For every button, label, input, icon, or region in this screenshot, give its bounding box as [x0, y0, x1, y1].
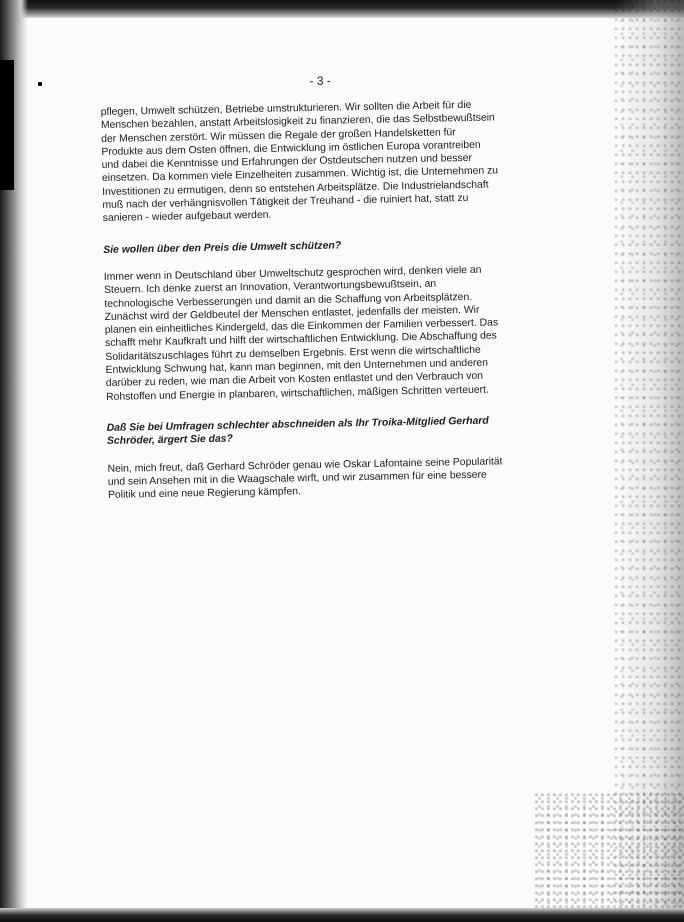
text-line: einsetzen. Da kommen viele Einzelheiten zusammen. Wichtig ist, die Unternehmen zu	[101, 165, 499, 185]
scan-binding-shadow	[0, 60, 14, 190]
text-line: Immer wenn in Deutschland über Umweltschutz gesprochen wird, denken viele an	[103, 264, 482, 283]
text-line: der Menschen zerstört. Wir müssen die Regale der großen Handelsketten für	[101, 126, 456, 145]
scan-speck	[38, 82, 42, 86]
body-paragraph	[104, 263, 526, 404]
text-line: technologische Verbesserungen und damit an die Schaffung von Arbeitsplätzen.	[104, 291, 473, 310]
text-line: Investitionen zu ermutigen, denn so entstehen Arbeitsplätze. Die Industrielandschaft	[102, 179, 489, 198]
document-body	[100, 70, 528, 520]
interview-question	[103, 236, 523, 257]
text-line: Sie wollen über den Preis die Umwelt schützen?	[103, 240, 342, 256]
scan-edge-top	[0, 0, 684, 18]
text-line: und dabei die Kenntnisse und Erfahrungen der Ostdeutschen nutzen und besser	[101, 153, 473, 172]
text-line: und sein Ansehen mit in die Waagschale wirft, und wir zusammen für eine bessere	[107, 469, 487, 488]
text-line: planen ein einheitliches Kindergeld, das die Einkommen der Familien verbessert. Das	[104, 317, 499, 337]
text-line: Politik und eine neue Regierung kämpfen.	[107, 486, 302, 502]
interview-question	[107, 414, 527, 449]
page-number: - 3 -	[309, 73, 331, 88]
text-line: Menschen bezahlen, anstatt Arbeitslosigkeit zu finanzieren, die das Selbstbewußtsein	[100, 112, 495, 132]
scan-noise-corner	[534, 792, 684, 922]
text-line: Zunächst wird der Geldbeutel der Menschen entlastet, jedenfalls der meisten. Wir	[104, 304, 480, 323]
text-line: Entwicklung Schwung hat, kann man beginnen, mit den Unternehmen und anderen	[105, 357, 489, 376]
text-line: muß nach der verhängnisvollen Tätigkeit der Treuhand - die ruiniert hat, statt zu	[102, 193, 469, 212]
text-line: Rohstoffen und Energie in planbaren, wirtschaftlichen, mäßigen Schritten verteuert.	[106, 384, 489, 403]
body-paragraph	[107, 454, 528, 502]
body-paragraph	[101, 98, 523, 226]
text-line: Solidaritätszuschlages führt zu demselben Ergebnis. Erst wenn die wirtschaftliche	[105, 344, 481, 363]
text-line: Steuern. Ich denke zuerst an Innovation, Verantwortungsbewußtsein, an	[103, 278, 437, 297]
text-line: Produkte aus dem Osten öffnen, die Entwicklung im östlichen Europa vorantreiben	[101, 139, 481, 158]
text-line: Daß Sie bei Umfragen schlechter abschneiden als Ihr Troika-Mitglied Gerhard	[106, 415, 489, 434]
text-line: Schröder, ärgert Sie das?	[106, 433, 233, 448]
text-line: sanieren - wieder aufgebaut werden.	[102, 210, 272, 225]
text-line: pflegen, Umwelt schützen, Betriebe umstrukturieren. Wir sollten die Arbeit für die	[100, 99, 472, 118]
document-blocks	[101, 98, 529, 502]
text-line: darüber zu reden, wie man die Arbeit von Kosten entlastet und den Verbrauch von	[105, 371, 484, 390]
scan-noise-right	[614, 0, 684, 922]
text-line: Nein, mich freut, daß Gerhard Schröder genau wie Oskar Lafontaine seine Popularität	[107, 455, 503, 475]
text-line: schafft mehr Kaufkraft und hilft der wirtschaftlichen Entwicklung. Die Abschaffung des	[105, 330, 497, 350]
scan-edge-bottom	[0, 908, 684, 922]
